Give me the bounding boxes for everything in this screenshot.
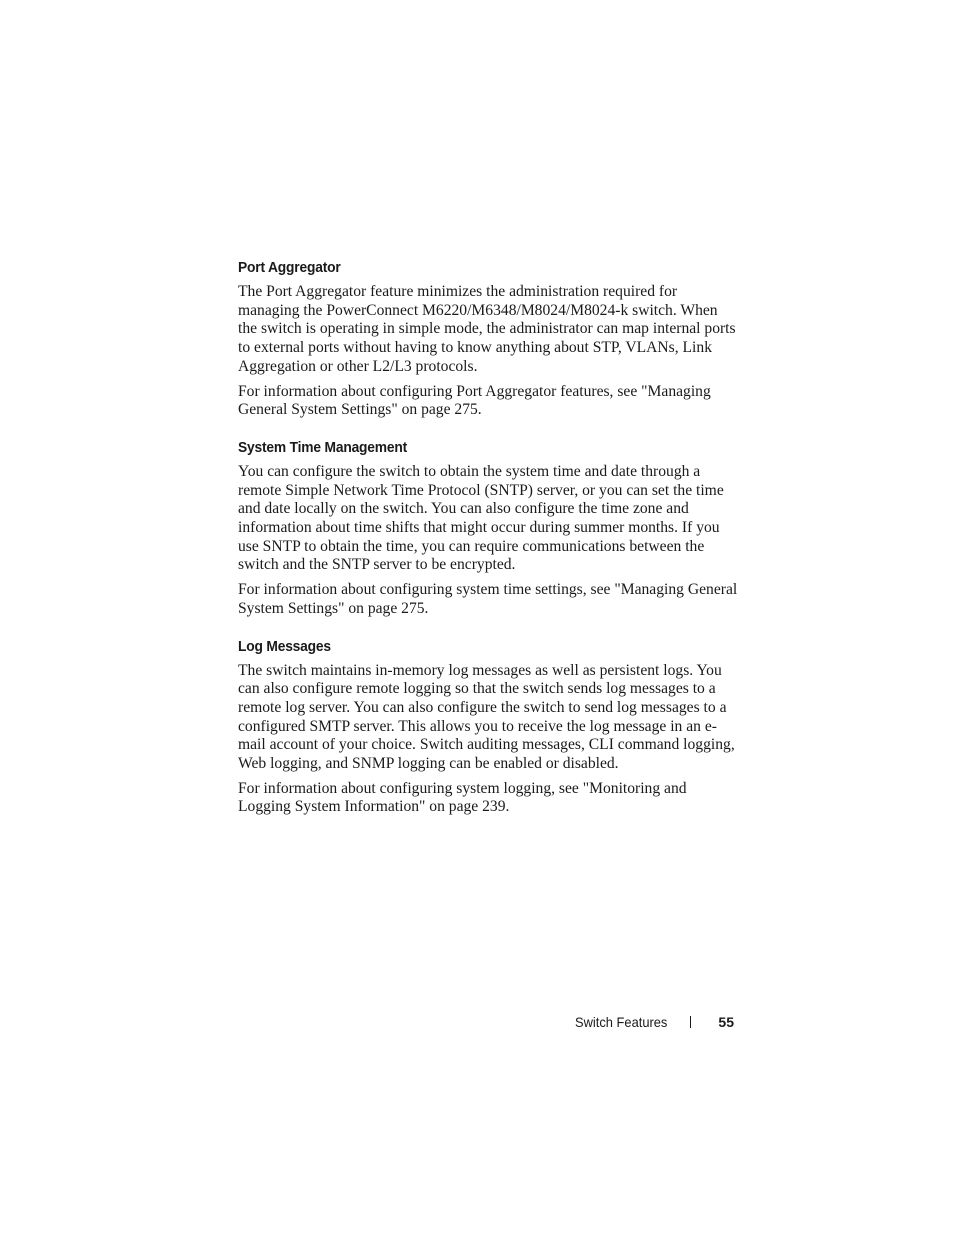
footer-divider: [690, 1016, 691, 1028]
paragraph: For information about configuring system time settings, see "Managing General System Settings" on page 275.: [238, 581, 738, 617]
paragraph: For information about configuring system logging, see "Monitoring and Logging System Information" on page 239.: [238, 779, 687, 816]
page-footer: [567, 1014, 734, 1030]
section-heading: System Time Management: [238, 438, 408, 456]
section-system-time-management: [238, 439, 738, 619]
paragraph: The Port Aggregator feature minimizes the administration required for managing the PowerConnect M6220/M6348/M8024/M8024-k switch. When the switch is operating in simple mode, the administrator can map internal ports to external ports without having to know anything about STP, VLANs, Link Aggregation or other L2/L3 protocols.: [238, 283, 736, 375]
page-content: [238, 259, 738, 823]
paragraph: You can configure the switch to obtain the system time and date through a remote Simple Network Time Protocol (SNTP) server, or you can set the time and date locally on the switch. You can also configure the time zone and information about time shifts that might occur during summer months. If you use SNTP to obtain the time, you can require communications between the switch and the SNTP server to be encrypted.: [238, 462, 724, 574]
page-number: 55: [718, 1014, 734, 1030]
section-heading: Port Aggregator: [238, 259, 341, 276]
footer-chapter-title: Switch Features: [575, 1014, 668, 1030]
paragraph: For information about configuring Port Aggregator features, see "Managing General System Settings" on page 275.: [238, 382, 711, 419]
paragraph: The switch maintains in-memory log messages as well as persistent logs. You can also configure remote logging so that the switch sends log messages to a remote log server. You can also configure the switch to send log messages to a configured SMTP server. This allows you to receive the log message in an e-mail account of your choice. Switch auditing messages, CLI command logging, Web logging, and SNMP logging can be enabled or disabled.: [238, 661, 735, 773]
section-heading: Log Messages: [238, 637, 331, 655]
section-log-messages: [238, 638, 738, 818]
section-port-aggregator: [238, 259, 738, 420]
